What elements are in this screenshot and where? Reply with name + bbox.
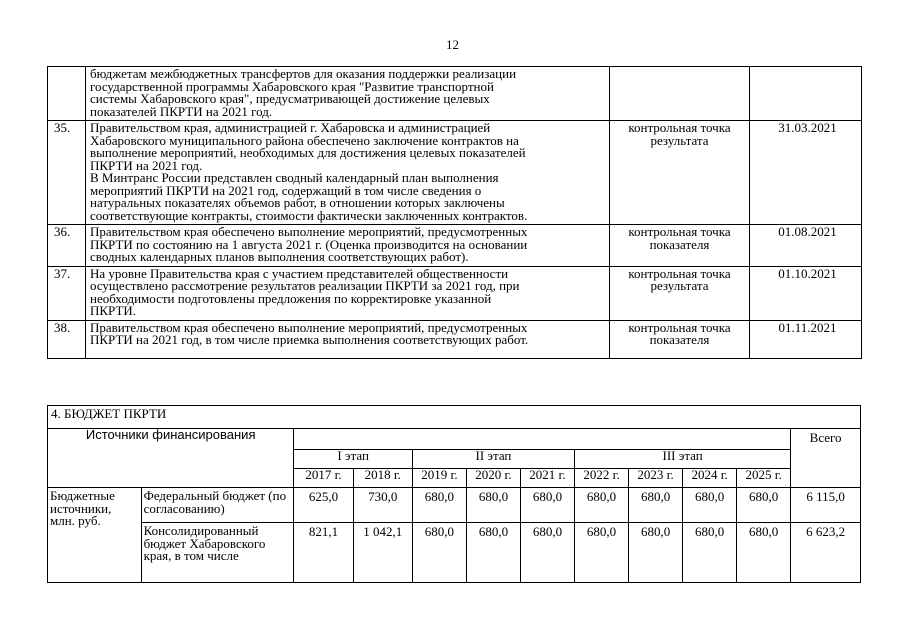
table-row <box>48 429 861 450</box>
measure-text-line: На уровне Правительства края с участием представителей общественности <box>90 265 509 281</box>
measure-type: контрольная точка показателя <box>610 320 750 358</box>
budget-value: 680,0 <box>683 523 737 583</box>
year-header: 2017 г. <box>294 469 353 488</box>
stage-header: III этап <box>575 450 791 469</box>
budget-source-label: Федеральный бюджет (по согласованию) <box>141 488 294 523</box>
budget-value: 680,0 <box>629 488 683 523</box>
measure-text-line: осуществлено рассмотрение результатов реализации ПКРТИ за 2021 год, при <box>90 278 520 293</box>
budget-value: 680,0 <box>575 523 629 583</box>
year-header: 2024 г. <box>683 469 737 488</box>
measure-number: 37. <box>48 266 86 320</box>
year-header: 2018 г. <box>353 469 412 488</box>
measure-text-line: ПКРТИ по состоянию на 1 августа 2021 г. (Оценка производится на основании <box>90 236 528 252</box>
measure-text-line: ПКРТИ на 2021 год. <box>90 157 203 173</box>
measure-number: 38. <box>48 320 86 358</box>
table-row <box>48 320 862 358</box>
measure-text-line: необходимости подготовлены предложения по корректировке указанной <box>90 290 492 306</box>
measure-type: контрольная точка показателя <box>610 225 750 267</box>
budget-value: 680,0 <box>629 523 683 583</box>
measure-text-line: Правительством края, администрацией г. Хабаровска и администрацией <box>90 120 491 135</box>
measure-date: 31.03.2021 <box>750 121 862 225</box>
budget-value: 680,0 <box>737 488 791 523</box>
budget-value: 680,0 <box>412 523 466 583</box>
measure-date <box>750 67 862 121</box>
measure-type: контрольная точка результата <box>610 121 750 225</box>
budget-total: 6 115,0 <box>791 488 861 523</box>
budget-value: 680,0 <box>575 488 629 523</box>
measure-text <box>86 121 610 225</box>
table-row <box>48 523 861 583</box>
budget-value: 680,0 <box>466 488 520 523</box>
measure-text-line: В Минтранс России представлен сводный календарный план выполнения <box>90 170 499 185</box>
budget-total: 6 623,2 <box>791 523 861 583</box>
budget-value: 680,0 <box>683 488 737 523</box>
stage-header: II этап <box>412 450 574 469</box>
measure-number <box>48 67 86 121</box>
measure-date: 01.11.2021 <box>750 320 862 358</box>
table-row <box>48 121 862 225</box>
measure-number: 35. <box>48 121 86 225</box>
measure-text-line: ПКРТИ на 2021 год, в том числе приемка выполнения соответствующих работ. <box>90 332 529 347</box>
year-header: 2019 г. <box>412 469 466 488</box>
measure-type <box>610 67 750 121</box>
year-header: 2023 г. <box>629 469 683 488</box>
measure-text-line: ПКРТИ. <box>90 303 137 318</box>
measure-text-line: Хабаровского муниципального района обеспечено заключение контрактов на <box>90 132 519 148</box>
measure-text-line: государственной программы Хабаровского края "Развитие транспортной <box>90 78 494 94</box>
table-row <box>48 266 862 320</box>
table-row <box>48 488 861 523</box>
measure-number: 36. <box>48 225 86 267</box>
budget-value: 680,0 <box>412 488 466 523</box>
total-header: Всего <box>791 429 861 488</box>
measure-text <box>86 67 610 121</box>
year-header: 2022 г. <box>575 469 629 488</box>
stage-header: I этап <box>294 450 413 469</box>
year-header: 2025 г. <box>737 469 791 488</box>
measure-text <box>86 320 610 358</box>
measure-text-line: соответствующие контракты, стоимости фактически заключенных контрактов. <box>90 207 528 223</box>
measure-text-line: мероприятий ПКРТИ на 2021 год, содержащий в том числе сведения о <box>90 182 482 198</box>
budget-value: 1 042,1 <box>353 523 412 583</box>
sources-header: Источники финансирования <box>48 429 294 488</box>
measure-text-line: Правительством края обеспечено выполнение мероприятий, предусмотренных <box>90 319 528 335</box>
measure-text-line: натуральных показателях объемов работ, в отношении которых заключены <box>90 195 505 210</box>
measure-text-line: выполнение мероприятий, необходимых для достижения целевых показателей <box>90 145 526 160</box>
page-number: 12 <box>446 37 459 52</box>
budget-table <box>47 405 861 583</box>
budget-value: 680,0 <box>520 488 574 523</box>
budget-value: 730,0 <box>353 488 412 523</box>
year-header: 2021 г. <box>520 469 574 488</box>
table-row <box>48 67 862 121</box>
budget-value: 625,0 <box>294 488 353 523</box>
budget-value: 680,0 <box>737 523 791 583</box>
budget-value: 680,0 <box>520 523 574 583</box>
measure-text <box>86 225 610 267</box>
stages-spacer <box>294 429 791 450</box>
measure-text-line: сводных календарных планов выполнения соответствующих работ). <box>90 249 469 264</box>
budget-title: 4. БЮДЖЕТ ПКРТИ <box>48 406 861 429</box>
measure-type: контрольная точка результата <box>610 266 750 320</box>
budget-value: 680,0 <box>466 523 520 583</box>
budget-value: 821,1 <box>294 523 353 583</box>
measure-text-line: системы Хабаровского края", предусматривающей достижение целевых <box>90 91 490 106</box>
measure-date: 01.10.2021 <box>750 266 862 320</box>
measure-text <box>86 266 610 320</box>
year-header: 2020 г. <box>466 469 520 488</box>
budget-group-label: Бюджетные источники, млн. руб. <box>48 488 142 583</box>
measure-date: 01.08.2021 <box>750 225 862 267</box>
measure-text-line: показателей ПКРТИ на 2021 год. <box>90 103 273 119</box>
measure-text-line: Правительством края обеспечено выполнение мероприятий, предусмотренных <box>90 224 528 239</box>
measures-table <box>47 66 862 359</box>
table-row <box>48 225 862 267</box>
budget-source-label: Консолидированный бюджет Хабаровского края, в том числе <box>141 523 294 583</box>
table-row <box>48 406 861 429</box>
measure-text-line: бюджетам межбюджетных трансфертов для оказания поддержки реализации <box>90 66 517 81</box>
